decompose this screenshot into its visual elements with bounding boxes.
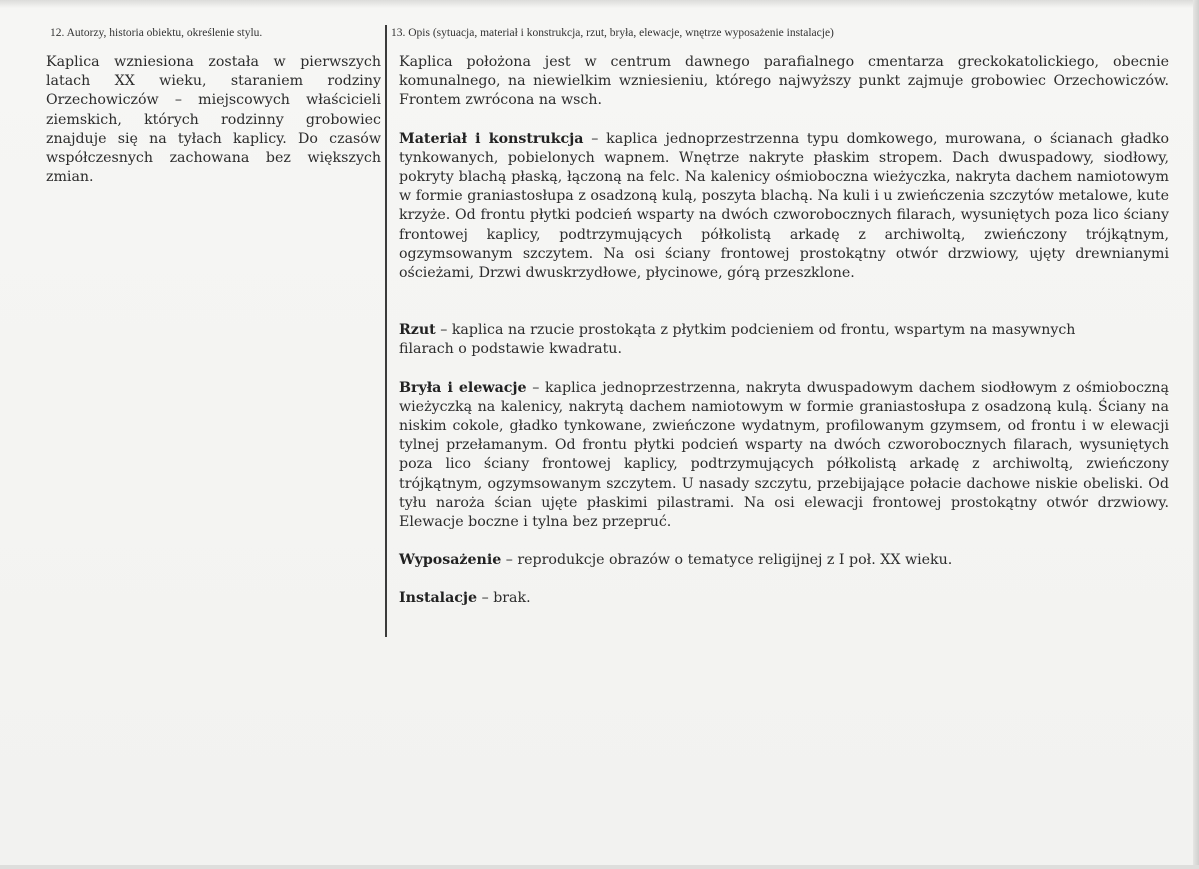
- bryla-paragraph: [391, 379, 1169, 533]
- material-term: Materiał i konstrukcja: [399, 130, 584, 147]
- section-12-column: [32, 27, 381, 187]
- column-divider: [385, 25, 387, 637]
- instalacje-term: Instalacje: [399, 590, 478, 607]
- bryla-text: – kaplica jednoprzestrzenna, nakryta dwuspadowym dachem siodłowym z ośmioboczną wieżyczką na kalenicy, nakrytą dachem namiotowym w formie graniastosłupa z osadzoną kulą. Ściany na niskim cokole, gładko tynkowane, zwieńczone wydatnym, profilowanym gzymsem, od frontu i w elewacji tylnej przełamanym. Od frontu płytki podcień wsparty na dwóch czworobocznych filarach, wysuniętych poza lico ściany frontowej kaplicy, podtrzymujących półkolistą arkadę z archiwoltą, zwieńczony trójkątnym, ogzymsowanym szczytem. U nasady szczytu, przebijające połacie dachowe niskie obeliski. Od tyłu naroża ścian ujęte płaskimi pilastrami. Na osi elewacji frontowej prostokątny otwór drzwiowy. Elewacje boczne i tylna bez przepruć.: [399, 379, 1169, 531]
- section-12-text: Kaplica wzniesiona została w pierwszych latach XX wieku, staraniem rodziny Orzechowiczów – miejscowych właścicieli ziemskich, których rodzinny grobowiec znajduje się na tyłach kaplicy. Do czasów współczesnych zachowana bez większych zmian.: [46, 54, 381, 186]
- scan-top-edge: [0, 0, 1199, 8]
- rzut-text: – kaplica na rzucie prostokąta z płytkim podcieniem od frontu, wspartym na masywnych filarach o podstawie kwadratu.: [399, 322, 1076, 358]
- scan-bottom-edge: [0, 865, 1199, 869]
- wyposazenie-paragraph: [391, 551, 1169, 570]
- material-text: – kaplica jednoprzestrzenna typu domkowego, murowana, o ścianach gładko tynkowanych, pobielonych wapnem. Wnętrze nakryte płaskim stropem. Dach dwuspadowy, siodłowy, pokryty blachą płaską, łączoną na felc. Na kalenicy ośmioboczna wieżyczka, nakryta dachem namiotowym w formie graniastosłupa z osadzoną kulą, poszyta blachą. Na kuli i u zwieńczenia szczytów metalowe, kute krzyże. Od frontu płytki podcień wsparty na dwóch czworobocznych filarach, wysuniętych poza lico ściany frontowej kaplicy, podtrzymujących półkolistą arkadę z archiwoltą, zwieńczony trójkątnym, ogzymsowanym szczytem. Na osi ściany frontowej prostokątny otwór drzwiowy, ujęty drewnianymi ościeżami, Drzwi dwuskrzydłowe, płycinowe, górą przeszklone.: [399, 130, 1169, 282]
- bryla-term: Bryła i elewacje: [399, 379, 527, 396]
- rzut-term: Rzut: [399, 322, 436, 339]
- instalacje-text: – brak.: [477, 590, 531, 607]
- rzut-paragraph: [391, 321, 1169, 359]
- section-13-header: 13. Opis (sytuacja, materiał i konstrukcja, rzut, bryła, elewacje, wnętrze wyposażenie instalacje): [391, 27, 834, 39]
- section-12-header: 12. Autorzy, historia obiektu, określenie stylu.: [50, 27, 263, 39]
- material-paragraph: [391, 130, 1169, 284]
- situation-paragraph: Kaplica położona jest w centrum dawnego parafialnego cmentarza greckokatolickiego, obecnie komunalnego, na niewielkim wzniesieniu, którego najwyższy punkt zajmuje grobowiec Orzechowiczów. Frontem zwrócona na wsch.: [399, 54, 1169, 109]
- section-13-column: [391, 27, 1169, 609]
- wyposazenie-term: Wyposażenie: [399, 552, 502, 569]
- instalacje-paragraph: [391, 589, 1169, 608]
- wyposazenie-text: – reprodukcje obrazów o tematyce religijnej z I poł. XX wieku.: [501, 552, 953, 569]
- scan-right-edge: [1193, 0, 1199, 869]
